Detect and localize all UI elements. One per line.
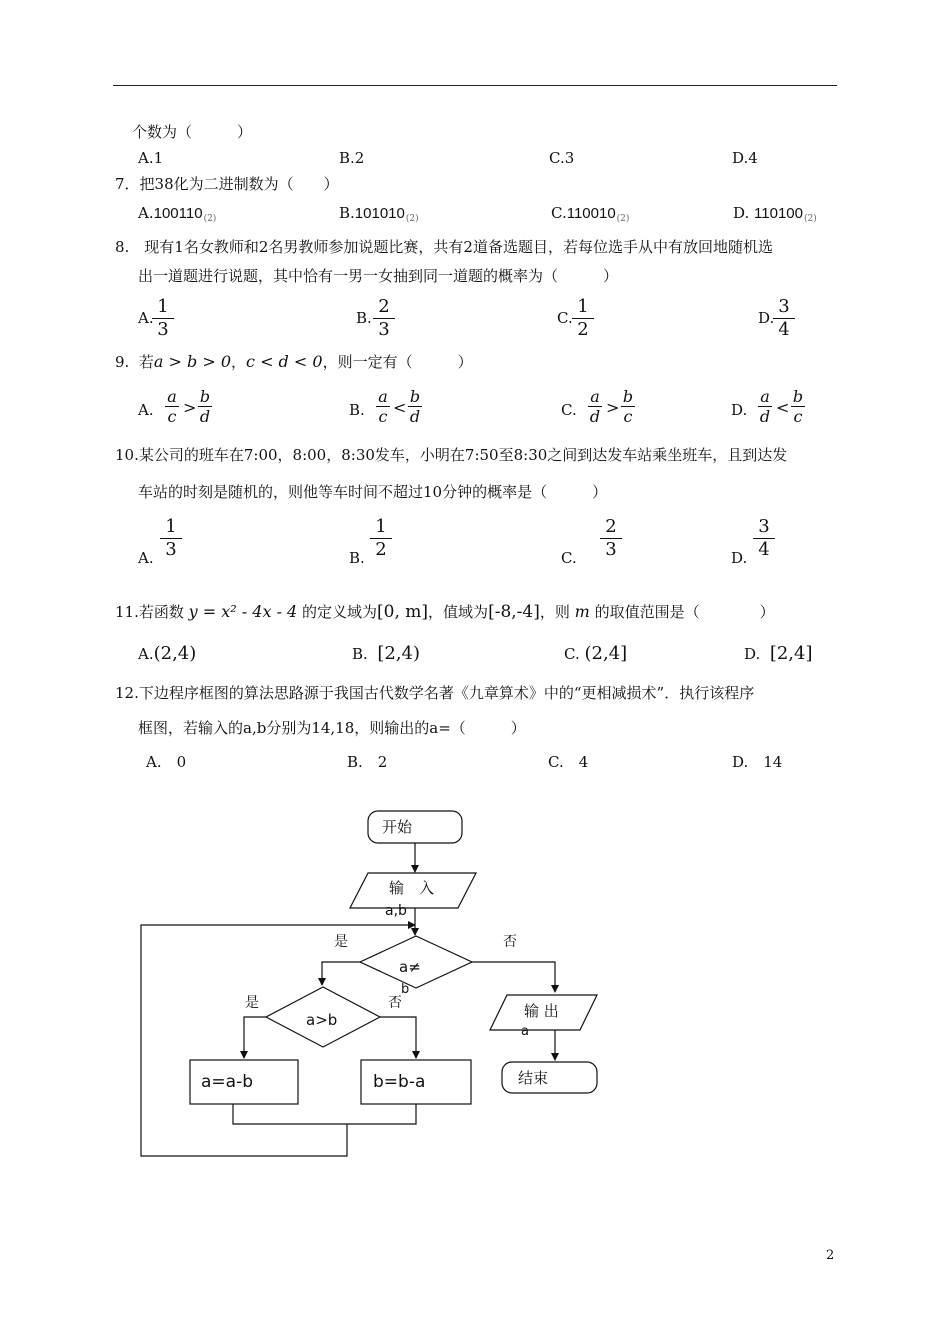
q8-option-c-fraction: $\frac{1}{2}$	[572, 296, 594, 341]
arrow-cond2-no	[380, 1017, 416, 1058]
output-var-label: a	[521, 1024, 529, 1039]
cond1-label-b: b	[401, 982, 410, 997]
yes-label-1: 是	[334, 934, 348, 950]
q9-option-c-frac1: a d	[589, 387, 601, 426]
q7-option-b: $B.101010_{(2)}$	[339, 204, 419, 224]
q10-option-c-label: C.	[561, 549, 577, 567]
q9-option-c-frac2: b c	[622, 387, 634, 426]
q10-stem-line2: 车站的时刻是随机的，则他等车时间不超过10分钟的概率是（ ）	[138, 483, 608, 501]
end-node	[502, 1062, 597, 1093]
q8-option-b-fraction: $\frac{2}{3}$	[373, 296, 395, 341]
q12-option-b: B. 2	[347, 753, 388, 771]
q8-option-b-label: B.	[356, 309, 372, 327]
q10-stem-line1: 10.某公司的班车在7:00，8:00，8:30发车，小明在7:50至8:30之间到达发车站乘坐班车，且到达发	[115, 446, 788, 464]
q6-option-b: B.2	[339, 149, 365, 167]
q9-option-a-operator: >	[183, 398, 197, 417]
q9-option-b-frac1: a c	[376, 387, 390, 426]
q9-option-b-frac2: b d	[409, 387, 421, 426]
output-label: 输 出	[524, 1002, 559, 1020]
q9-option-a-label: A.	[138, 401, 154, 419]
no-label-2: 否	[388, 995, 402, 1011]
q8-option-d-label: D.	[758, 309, 775, 327]
q12-stem-line2: 框图，若输入的a,b分别为14,18，则输出的a=（ ）	[138, 719, 526, 737]
q10-option-a-fraction: $\frac{1}{3}$	[160, 516, 182, 561]
merge-line	[233, 1104, 416, 1124]
q9-option-c-operator: >	[606, 398, 620, 417]
q11-stem: 11.若函数 y = x² - 4x - 4 的定义域为[0, m]，值域为[-8,-4]，则 m 的取值范围是（ ）	[115, 602, 775, 622]
q12-option-c: C. 4	[548, 753, 589, 771]
q6-stem-tail: 个数为（ ）	[132, 123, 253, 141]
q10-option-c-fraction: $\frac{2}{3}$	[600, 516, 622, 561]
input-vars-label: a,b	[385, 903, 407, 919]
arrow-cond1-no	[472, 962, 555, 992]
box-left-label: a=a-b	[201, 1072, 254, 1092]
input-label: 输 入	[389, 879, 435, 897]
q6-option-d: D.4	[732, 149, 758, 167]
q9-option-b-label: B.	[349, 401, 365, 419]
q9-option-d-label: D.	[731, 401, 748, 419]
arrow-cond2-yes	[244, 1017, 266, 1058]
no-label-1: 否	[503, 934, 517, 950]
q9-option-d-frac1: a d	[759, 387, 771, 426]
q8-option-d-fraction: $\frac{3}{4}$	[773, 296, 795, 341]
arrow-cond1-yes	[322, 962, 360, 985]
q12-stem-line1: 12.下边程序框图的算法思路源于我国古代数学名著《九章算术》中的“更相减损术”．执行该程序	[115, 684, 755, 702]
q8-option-a-label: A.	[138, 309, 154, 327]
q9-stem: 9. 若a > b > 0，c < d < 0，则一定有（ ）	[115, 352, 473, 371]
end-label: 结束	[518, 1069, 549, 1087]
q11-option-b: B. [2,4)	[352, 643, 421, 664]
q9-option-c-label: C.	[561, 401, 577, 419]
q9-option-d-frac2: b c	[792, 387, 804, 426]
q11-option-d: D. [2,4]	[744, 643, 813, 664]
q6-option-c: C.3	[549, 149, 575, 167]
q12-option-d: D. 14	[732, 753, 783, 771]
loop-back-line	[141, 925, 415, 1156]
q10-option-b-fraction: $\frac{1}{2}$	[370, 516, 392, 561]
q8-option-a-fraction: $\frac{1}{3}$	[152, 296, 174, 341]
q10-option-d-label: D.	[731, 549, 748, 567]
q9-option-a-frac1: a c	[165, 387, 179, 426]
q7-option-d: D. $110100_{(2)}$	[733, 204, 817, 224]
cond1-label-a: a≠	[399, 958, 421, 976]
q9-option-b-operator: <	[393, 398, 407, 417]
cond2-label: a>b	[306, 1011, 338, 1029]
q10-option-b-label: B.	[349, 549, 365, 567]
q10-option-a-label: A.	[138, 549, 154, 567]
q11-option-c: C. (2,4]	[564, 643, 628, 664]
q9-option-a-frac2: b d	[199, 387, 211, 426]
q9-option-d-operator: <	[776, 398, 790, 417]
q10-option-d-fraction: $\frac{3}{4}$	[753, 516, 775, 561]
page-number: 2	[826, 1248, 835, 1263]
q7-option-a: $A.100110_{(2)}$	[138, 204, 217, 224]
q6-option-a: A.1	[138, 149, 164, 167]
start-label: 开始	[382, 818, 413, 836]
q7-option-c: $C.110010_{(2)}$	[551, 204, 630, 224]
q8-stem-line1: 8. 现有1名女教师和2名男教师参加说题比赛，共有2道备选题目，若每位选手从中有放回地随机选	[115, 238, 773, 256]
q8-option-c-label: C.	[557, 309, 573, 327]
yes-label-2: 是	[245, 995, 259, 1011]
q11-option-a: A.(2,4)	[138, 643, 197, 664]
q7-stem: 7．把38化为二进制数为（ ）	[115, 175, 339, 193]
box-right-label: b=b-a	[373, 1072, 426, 1092]
q12-option-a: A. 0	[146, 753, 187, 771]
q8-stem-line2: 出一道题进行说题，其中恰有一男一女抽到同一道题的概率为（ ）	[138, 267, 619, 285]
